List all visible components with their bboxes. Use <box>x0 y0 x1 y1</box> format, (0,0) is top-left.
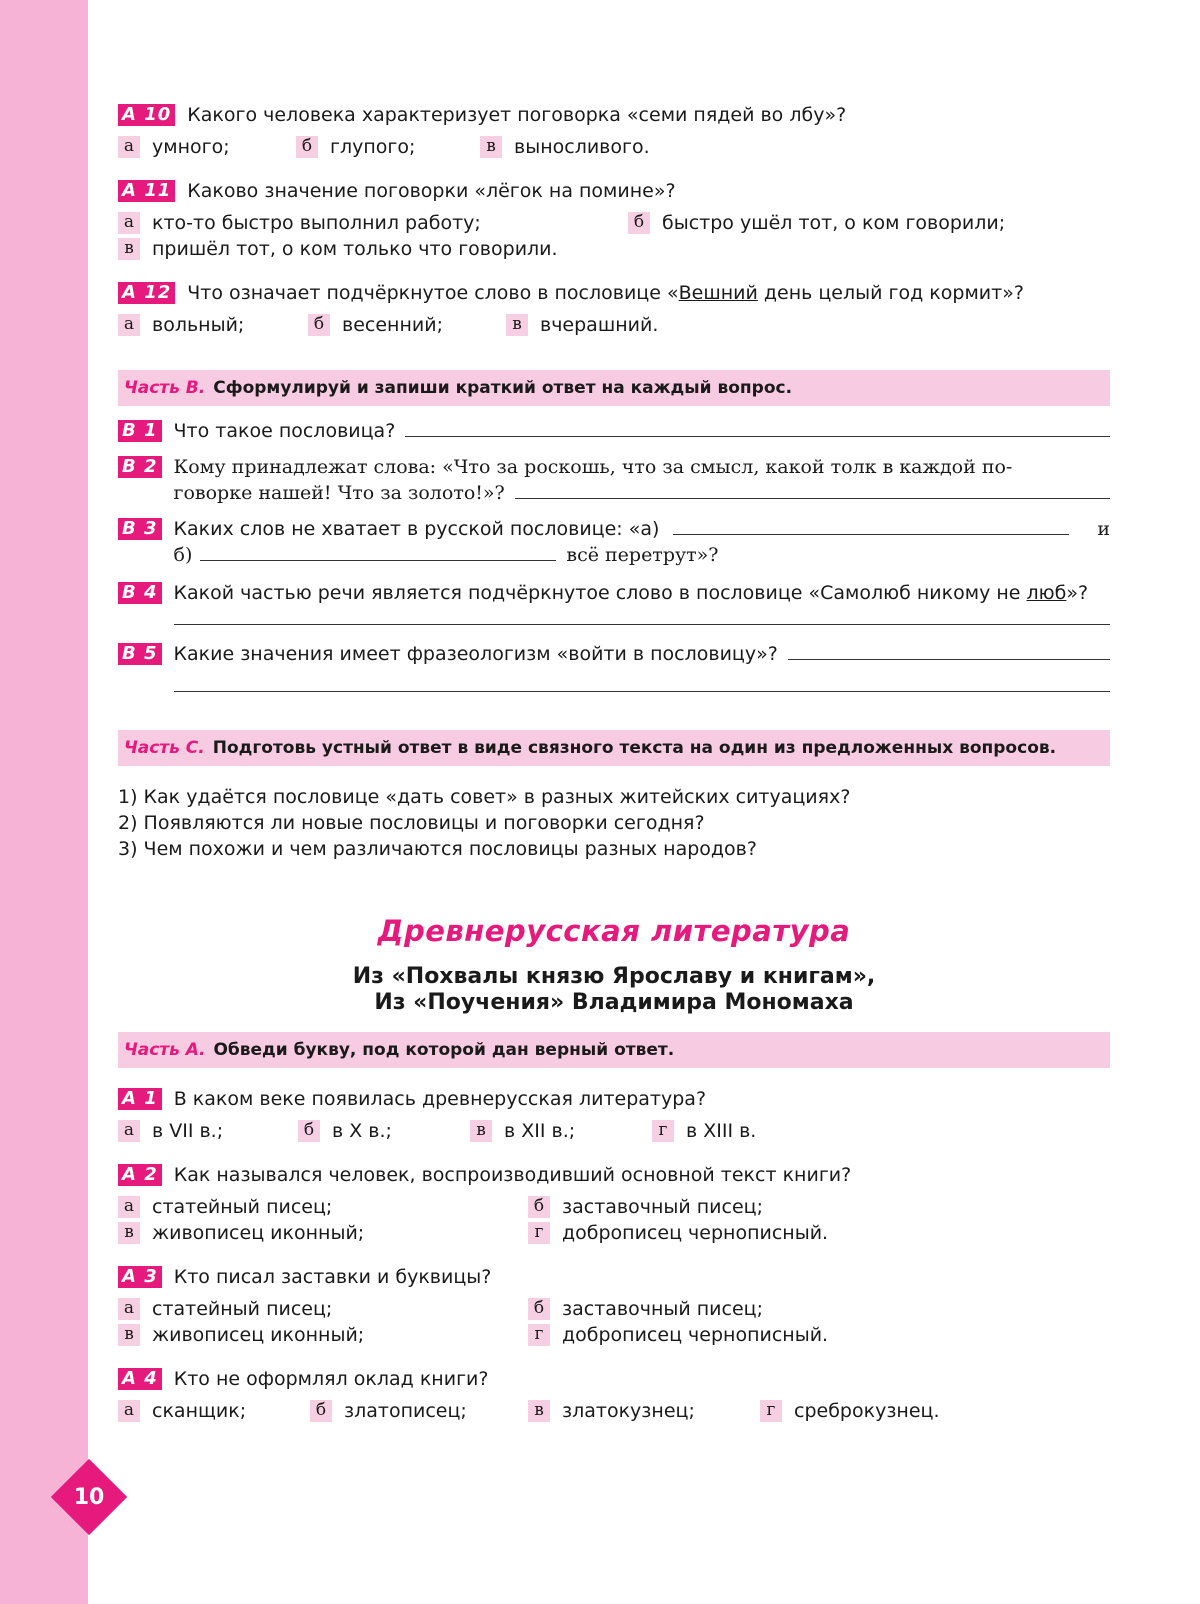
question-text: Каких слов не хватает в русской пословице: «а) <box>173 518 660 540</box>
worksheet-content <box>118 102 1110 1424</box>
option-text: златописец; <box>344 1400 467 1422</box>
question-tag: А 4 <box>118 1368 162 1390</box>
answer-line[interactable] <box>515 480 1110 499</box>
question-body <box>174 580 1110 625</box>
option-text: весенний; <box>342 314 443 336</box>
option-letter[interactable]: в <box>470 1120 492 1142</box>
option-g[interactable] <box>760 1398 940 1424</box>
question-body <box>174 516 1110 568</box>
option-b[interactable] <box>628 210 1005 236</box>
question-text <box>187 280 1110 306</box>
question-text: всё перетрут»? <box>566 544 719 566</box>
question-text: В каком веке появилась древнерусская литература? <box>173 1088 707 1110</box>
option-text: в XII в.; <box>504 1120 576 1142</box>
part-c-header <box>118 730 1110 766</box>
question-a1 <box>118 1086 1110 1144</box>
option-a[interactable] <box>118 210 628 236</box>
option-letter[interactable]: б <box>298 1120 320 1142</box>
question-text-part: день целый год кормит»? <box>757 282 1024 304</box>
question-body <box>174 454 1110 506</box>
answer-line-a[interactable] <box>673 516 1069 535</box>
answer-line[interactable] <box>174 624 1110 625</box>
option-text: в X в.; <box>332 1120 392 1142</box>
option-letter[interactable]: в <box>528 1400 550 1422</box>
option-text: живописец иконный; <box>152 1324 365 1346</box>
question-text: Каково значение поговорки «лёгок на помине»? <box>187 180 676 202</box>
list-item: 3) Чем похожи и чем различаются пословицы разных народов? <box>118 838 757 860</box>
underlined-word: Вешний <box>678 282 758 304</box>
question-a11 <box>118 178 1110 262</box>
question-tag: А 10 <box>118 104 175 126</box>
part-instruction: Обведи букву, под которой дан верный ответ. <box>213 1040 675 1060</box>
option-v[interactable] <box>470 1118 652 1144</box>
part-instruction: Подготовь устный ответ в виде связного текста на один из предложенных вопросов. <box>212 738 1057 758</box>
question-a2 <box>118 1162 1110 1246</box>
option-text: быстро ушёл тот, о ком говорили; <box>662 212 1006 234</box>
list-item: 1) Как удаётся пословице «дать совет» в разных житейских ситуациях? <box>118 786 851 808</box>
option-letter[interactable]: а <box>118 1400 140 1422</box>
section-subtitle: Из «Похвалы князю Ярославу и книгам», <box>352 964 876 989</box>
question-text: Кто не оформлял оклад книги? <box>173 1368 489 1390</box>
question-b3 <box>118 516 1110 568</box>
question-a3 <box>118 1264 1110 1348</box>
question-a10 <box>118 102 1110 160</box>
option-text: вчерашний. <box>540 314 659 336</box>
question-text: б) <box>173 544 193 566</box>
option-text: заставочный писец; <box>562 1298 764 1320</box>
part-b-header <box>118 370 1110 406</box>
question-body <box>174 418 1110 444</box>
option-letter[interactable]: б <box>310 1400 332 1422</box>
option-text: в XIII в. <box>686 1120 757 1142</box>
option-b[interactable] <box>528 1296 1088 1322</box>
question-b4 <box>118 580 1110 625</box>
option-letter[interactable]: г <box>652 1120 674 1142</box>
question-a4 <box>118 1366 1110 1424</box>
part-a-header <box>118 1032 1110 1068</box>
option-g[interactable] <box>528 1220 1088 1246</box>
option-v[interactable] <box>480 134 650 160</box>
question-text: и <box>1097 518 1110 540</box>
answer-line[interactable] <box>405 418 1110 437</box>
option-letter[interactable]: б <box>528 1298 550 1320</box>
option-text: глупого; <box>330 136 416 158</box>
option-text: доброписец чернописный. <box>562 1222 829 1244</box>
question-body <box>174 641 1110 692</box>
option-v[interactable] <box>506 312 658 338</box>
question-text: Кто писал заставки и буквицы? <box>173 1266 492 1288</box>
list-item: 2) Появляются ли новые пословицы и поговорки сегодня? <box>118 812 705 834</box>
option-a[interactable] <box>118 1296 528 1322</box>
option-text: среброкузнец. <box>794 1400 940 1422</box>
question-tag: А 11 <box>118 180 175 202</box>
question-tag: А 1 <box>118 1088 162 1110</box>
option-letter[interactable]: б <box>296 136 318 158</box>
answer-line[interactable] <box>174 691 1110 692</box>
option-text: кто-то быстро выполнил работу; <box>152 212 481 234</box>
option-g[interactable] <box>652 1118 756 1144</box>
question-tag: В 4 <box>118 582 162 604</box>
option-text: заставочный писец; <box>562 1196 764 1218</box>
option-text: статейный писец; <box>152 1298 333 1320</box>
question-b5 <box>118 641 1110 692</box>
option-text: пришёл тот, о ком только что говорили. <box>152 238 558 260</box>
part-c-list <box>118 784 1110 862</box>
option-b[interactable] <box>308 312 506 338</box>
option-letter[interactable]: а <box>118 1196 140 1218</box>
question-tag: В 3 <box>118 518 162 540</box>
question-a12 <box>118 280 1110 338</box>
option-v[interactable] <box>118 1322 528 1348</box>
option-letter[interactable]: а <box>118 136 140 158</box>
option-v[interactable] <box>528 1398 760 1424</box>
option-text: умного; <box>152 136 230 158</box>
option-b[interactable] <box>528 1194 1088 1220</box>
option-letter[interactable]: в <box>480 136 502 158</box>
option-text: сканщик; <box>152 1400 247 1422</box>
option-letter[interactable]: в <box>506 314 528 336</box>
question-tag: А 12 <box>118 282 175 304</box>
option-letter[interactable]: б <box>628 212 650 234</box>
question-text: Как назывался человек, воспроизводивший основной текст книги? <box>173 1164 852 1186</box>
option-a[interactable] <box>118 1118 298 1144</box>
option-v[interactable] <box>118 1220 528 1246</box>
option-text: в VII в.; <box>152 1120 224 1142</box>
part-label: Часть В. <box>124 378 206 398</box>
part-label: Часть А. <box>124 1040 206 1060</box>
option-a[interactable] <box>118 1194 528 1220</box>
option-a[interactable] <box>118 1398 310 1424</box>
option-letter[interactable]: а <box>118 1120 140 1142</box>
option-v[interactable] <box>118 236 1110 262</box>
option-letter[interactable]: а <box>118 1298 140 1320</box>
option-letter[interactable]: в <box>118 1222 140 1244</box>
option-text: живописец иконный; <box>152 1222 365 1244</box>
question-tag: В 2 <box>118 456 162 478</box>
option-text: доброписец чернописный. <box>562 1324 829 1346</box>
underlined-word: люб <box>1026 582 1067 604</box>
option-text: выносливого. <box>514 136 650 158</box>
question-text-part: Что означает подчёркнутое слово в пословице « <box>187 282 679 304</box>
option-b[interactable] <box>298 1118 470 1144</box>
page-number: 10 <box>73 1484 105 1510</box>
page-margin-strip <box>0 0 88 1604</box>
answer-line[interactable] <box>788 641 1110 660</box>
answer-line-b[interactable] <box>200 542 556 561</box>
question-text-part: Какой частью речи является подчёркнутое слово в пословице «Самолюб никому не <box>173 582 1027 604</box>
question-b2 <box>118 454 1110 506</box>
question-tag: А 2 <box>118 1164 162 1186</box>
option-text: вольный; <box>152 314 245 336</box>
part-instruction: Сформулируй и запиши краткий ответ на каждый вопрос. <box>213 378 793 398</box>
option-a[interactable] <box>118 134 296 160</box>
question-text: говорке нашей! Что за золото!»? <box>173 482 505 504</box>
option-letter[interactable]: а <box>118 314 140 336</box>
question-text: Какого человека характеризует поговорка «семи пядей во лбу»? <box>187 104 847 126</box>
question-text: Что такое пословица? <box>173 420 396 442</box>
option-letter[interactable]: в <box>118 1324 140 1346</box>
option-letter[interactable]: а <box>118 212 140 234</box>
option-text: статейный писец; <box>152 1196 333 1218</box>
question-text: Кому принадлежат слова: «Что за роскошь, что за смысл, какой толк в каждой по- <box>173 456 1013 478</box>
option-text: златокузнец; <box>562 1400 695 1422</box>
question-b1 <box>118 418 1110 444</box>
option-b[interactable] <box>296 134 480 160</box>
option-letter[interactable]: б <box>308 314 330 336</box>
question-tag: А 3 <box>118 1266 162 1288</box>
option-g[interactable] <box>528 1322 1088 1348</box>
option-letter[interactable]: б <box>528 1196 550 1218</box>
question-tag: В 5 <box>118 643 162 665</box>
option-letter[interactable]: в <box>118 238 140 260</box>
part-label: Часть С. <box>124 738 205 758</box>
section-title: Древнерусская литература <box>377 914 851 948</box>
option-letter[interactable]: г <box>528 1324 550 1346</box>
option-letter[interactable]: г <box>760 1400 782 1422</box>
section-subtitle: Из «Поучения» Владимира Мономаха <box>374 990 854 1015</box>
question-text: Какие значения имеет фразеологизм «войти в пословицу»? <box>173 643 778 665</box>
question-text-part: »? <box>1066 582 1089 604</box>
option-a[interactable] <box>118 312 308 338</box>
option-letter[interactable]: г <box>528 1222 550 1244</box>
option-b[interactable] <box>310 1398 528 1424</box>
question-tag: В 1 <box>118 420 162 442</box>
